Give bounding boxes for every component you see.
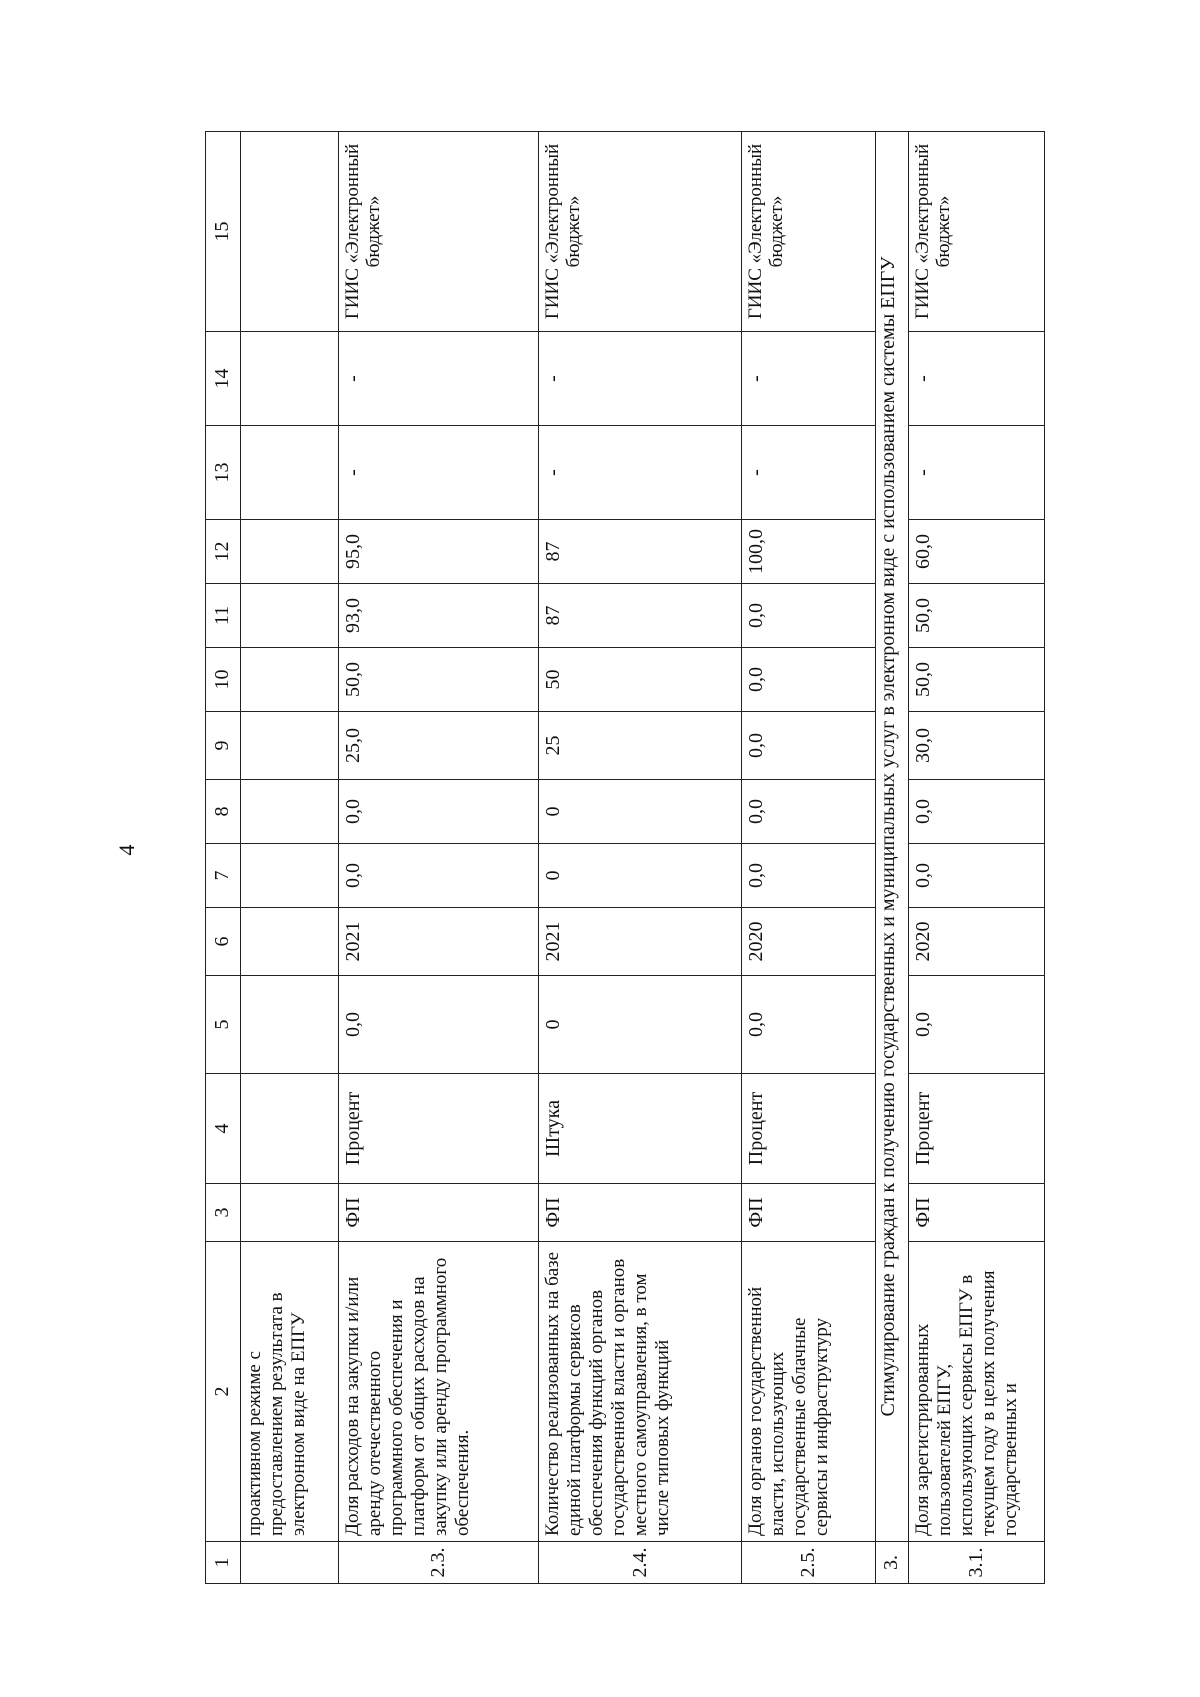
header-cell: 15 bbox=[206, 132, 241, 332]
value-cell: 25 bbox=[539, 712, 742, 780]
base-value-cell: 0,0 bbox=[909, 976, 1045, 1074]
header-cell: 9 bbox=[206, 712, 241, 780]
unit-cell: Процент bbox=[741, 1074, 875, 1184]
value-cell: - bbox=[338, 426, 539, 520]
header-cell: 1 bbox=[206, 1542, 241, 1584]
row-number: 2.3. bbox=[338, 1542, 539, 1584]
header-cell: 11 bbox=[206, 584, 241, 648]
value-cell: - bbox=[909, 426, 1045, 520]
header-row bbox=[206, 132, 241, 1584]
table-row bbox=[909, 132, 1045, 1584]
header-cell: 5 bbox=[206, 976, 241, 1074]
level-cell: ФП bbox=[741, 1184, 875, 1242]
base-year-cell: 2020 bbox=[909, 908, 1045, 976]
value-cell: 0,0 bbox=[909, 780, 1045, 844]
indicator-name: Доля расходов на закупки и/или аренду отечественного программного обеспечения и платформ от общих расходов на закупку или аренду программного обеспечения. bbox=[338, 1242, 539, 1542]
value-cell: - bbox=[338, 332, 539, 426]
value-cell: 25,0 bbox=[338, 712, 539, 780]
section-number: 3. bbox=[875, 1542, 908, 1584]
table-row bbox=[741, 132, 875, 1584]
indicator-name: Доля органов государственной власти, использующих государственные облачные сервисы и инфраструктуру bbox=[741, 1242, 875, 1542]
header-cell: 4 bbox=[206, 1074, 241, 1184]
value-cell: 95,0 bbox=[338, 520, 539, 584]
row-number bbox=[240, 1542, 338, 1584]
unit-cell: Процент bbox=[909, 1074, 1045, 1184]
table-row bbox=[539, 132, 742, 1584]
indicators-table bbox=[205, 131, 1045, 1584]
level-cell: ФП bbox=[338, 1184, 539, 1242]
value-cell: 0,0 bbox=[909, 844, 1045, 908]
header-cell: 10 bbox=[206, 648, 241, 712]
indicator-name: Количество реализованных на базе единой платформы сервисов обеспечения функций органов государственной власти и органов местного самоуправления, в том числе типовых функций bbox=[539, 1242, 742, 1542]
value-cell: 50,0 bbox=[909, 584, 1045, 648]
source-cell: ГИИС «Электронный бюджет» bbox=[338, 132, 539, 332]
value-cell: 100,0 bbox=[741, 520, 875, 584]
value-cell: 0,0 bbox=[741, 780, 875, 844]
page-number: 4 bbox=[114, 844, 139, 856]
value-cell: - bbox=[741, 332, 875, 426]
rotated-table-wrapper bbox=[205, 132, 1045, 1584]
header-cell: 3 bbox=[206, 1184, 241, 1242]
base-value-cell: 0,0 bbox=[741, 976, 875, 1074]
value-cell: 50,0 bbox=[338, 648, 539, 712]
header-cell: 12 bbox=[206, 520, 241, 584]
header-cell: 8 bbox=[206, 780, 241, 844]
section-title: Стимулирование граждан к получению государственных и муниципальных услуг в электронном виде с использованием системы ЕПГУ bbox=[875, 132, 908, 1542]
level-cell: ФП bbox=[909, 1184, 1045, 1242]
value-cell: 50 bbox=[539, 648, 742, 712]
header-cell: 13 bbox=[206, 426, 241, 520]
row-number: 3.1. bbox=[909, 1542, 1045, 1584]
base-value-cell: 0 bbox=[539, 976, 742, 1074]
value-cell: 60,0 bbox=[909, 520, 1045, 584]
source-cell: ГИИС «Электронный бюджет» bbox=[741, 132, 875, 332]
base-year-cell: 2020 bbox=[741, 908, 875, 976]
value-cell: 50,0 bbox=[909, 648, 1045, 712]
value-cell: 0,0 bbox=[741, 712, 875, 780]
table-row bbox=[338, 132, 539, 1584]
section-row bbox=[875, 132, 908, 1584]
value-cell: 30,0 bbox=[909, 712, 1045, 780]
table-row-continuation bbox=[240, 132, 338, 1584]
unit-cell: Процент bbox=[338, 1074, 539, 1184]
header-cell: 6 bbox=[206, 908, 241, 976]
level-cell: ФП bbox=[539, 1184, 742, 1242]
value-cell: 0,0 bbox=[741, 844, 875, 908]
value-cell: 0,0 bbox=[338, 844, 539, 908]
header-cell: 7 bbox=[206, 844, 241, 908]
value-cell: 0,0 bbox=[741, 648, 875, 712]
value-cell: - bbox=[539, 332, 742, 426]
value-cell: - bbox=[741, 426, 875, 520]
value-cell: 87 bbox=[539, 584, 742, 648]
value-cell: 87 bbox=[539, 520, 742, 584]
value-cell: 0,0 bbox=[741, 584, 875, 648]
source-cell: ГИИС «Электронный бюджет» bbox=[539, 132, 742, 332]
unit-cell: Штука bbox=[539, 1074, 742, 1184]
header-cell: 2 bbox=[206, 1242, 241, 1542]
base-value-cell: 0,0 bbox=[338, 976, 539, 1074]
value-cell: - bbox=[909, 332, 1045, 426]
indicator-name: Доля зарегистрированных пользователей ЕПГУ, использующих сервисы ЕПГУ в текущем году в целях получения государственных и bbox=[909, 1242, 1045, 1542]
header-cell: 14 bbox=[206, 332, 241, 426]
base-year-cell: 2021 bbox=[539, 908, 742, 976]
value-cell: 0,0 bbox=[338, 780, 539, 844]
value-cell: 93,0 bbox=[338, 584, 539, 648]
base-year-cell: 2021 bbox=[338, 908, 539, 976]
value-cell: - bbox=[539, 426, 742, 520]
value-cell: 0 bbox=[539, 844, 742, 908]
row-number: 2.4. bbox=[539, 1542, 742, 1584]
indicator-name: проактивном режиме с предоставлением результата в электронном виде на ЕПГУ bbox=[240, 1242, 338, 1542]
source-cell: ГИИС «Электронный бюджет» bbox=[909, 132, 1045, 332]
value-cell: 0 bbox=[539, 780, 742, 844]
row-number: 2.5. bbox=[741, 1542, 875, 1584]
